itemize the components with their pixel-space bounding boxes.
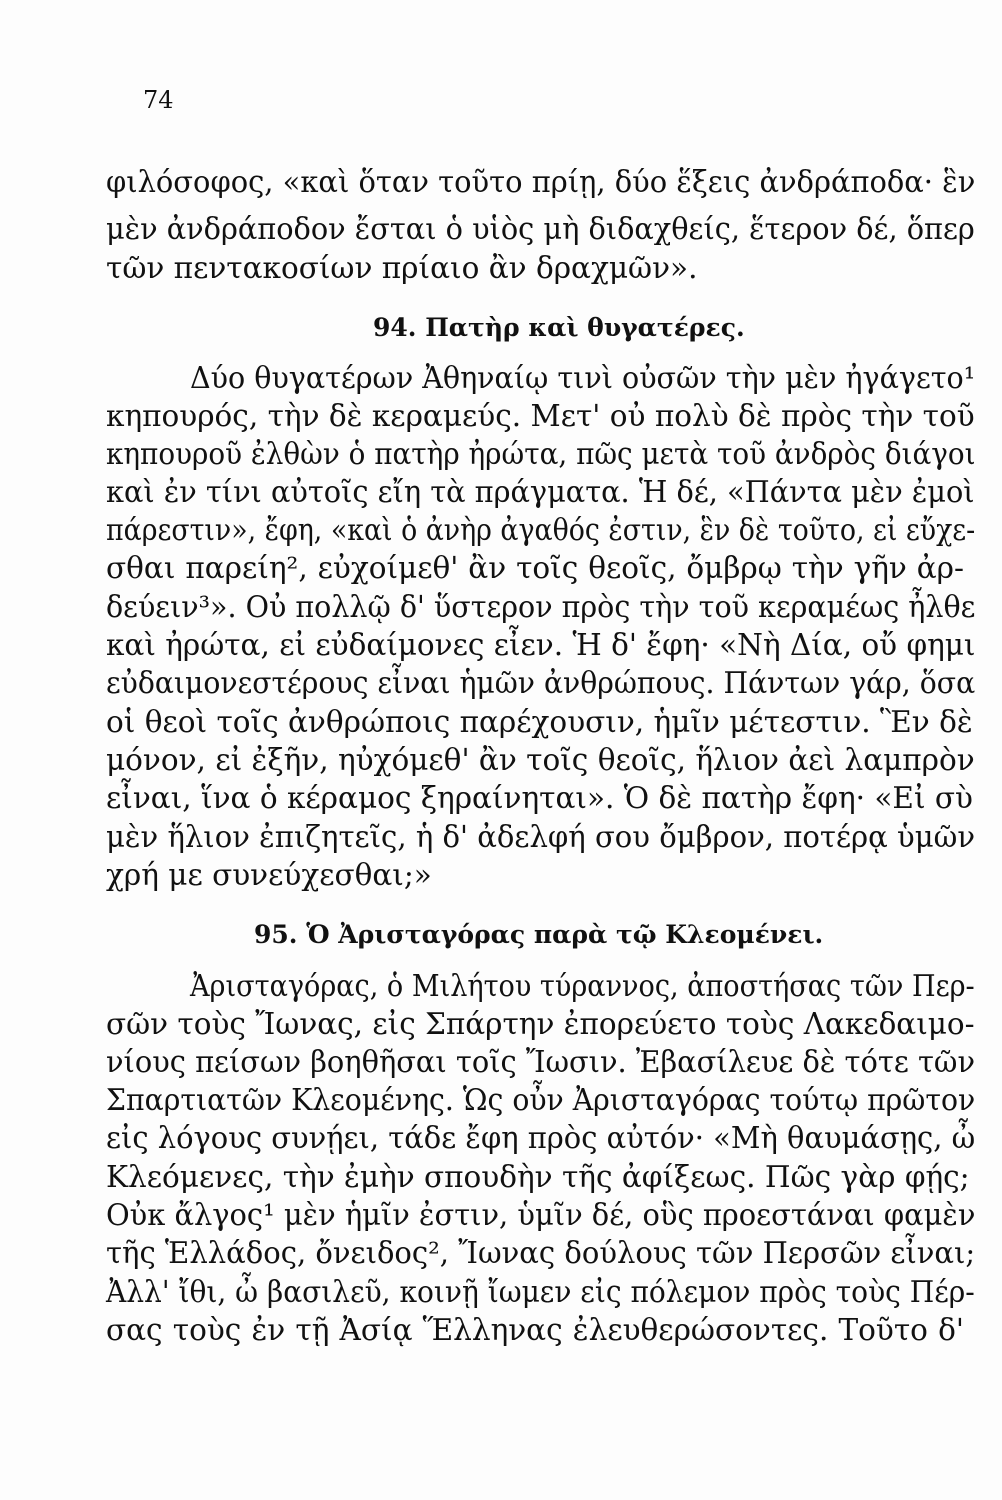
text-line: σῶν τοὺς Ἴωνας, εἰς Σπάρτην ἐπορεύετο τοὺς Λακεδαιμο- [106, 1007, 975, 1041]
text-line: καὶ ἐν τίνι αὐτοῖς εἴη τὰ πράγματα. Ἡ δέ, «Πάντα μὲν ἐμοὶ [106, 475, 975, 509]
text-line: τῆς Ἑλλάδος, ὄνειδος², Ἴωνας δούλους τῶν Περσῶν εἶναι; [106, 1236, 976, 1270]
text-line: κηπουροῦ ἐλθὼν ὁ πατὴρ ἠρώτα, πῶς μετὰ τοῦ ἀνδρὸς διάγοι [106, 437, 976, 471]
text-line: τῶν πεντακοσίων πρίαιο ἂν δραχμῶν». [106, 251, 698, 285]
text-line: φιλόσοφος, «καὶ ὅταν τοῦτο πρίῃ, δύο ἕξεις ἀνδράποδα· ἓν [106, 165, 976, 199]
text-line: Ἀλλ' ἴθι, ὦ βασιλεῦ, κοινῇ ἴωμεν εἰς πόλεμον πρὸς τοὺς Πέρ- [106, 1275, 975, 1309]
text-line: καὶ ἠρώτα, εἰ εὐδαίμονες εἶεν. Ἡ δ' ἔφη· «Νὴ Δία, οὔ φημι [106, 628, 976, 662]
text-line: Ἀρισταγόρας, ὁ Μιλήτου τύραννος, ἀποστήσας τῶν Περ- [190, 969, 975, 1003]
text-line: μὲν ἀνδράποδον ἔσται ὁ υἱὸς μὴ διδαχθείς, ἕτερον δέ, ὅπερ [106, 212, 975, 246]
text-line: Κλεόμενες, τὴν ἐμὴν σπουδὴν τῆς ἀφίξεως. Πῶς γὰρ φῄς; [106, 1160, 970, 1194]
text-line: σθαι παρείη², εὐχοίμεθ' ἂν τοῖς θεοῖς, ὄμβρῳ τὴν γῆν ἀρ- [106, 551, 964, 585]
text-line: οἱ θεοὶ τοῖς ἀνθρώποις παρέχουσιν, ἡμῖν μέτεστιν. Ἓν δὲ [106, 705, 973, 739]
text-line: νίους πείσων βοηθῆσαι τοῖς Ἴωσιν. Ἐβασίλευε δὲ τότε τῶν [106, 1045, 975, 1079]
text-line: εὐδαιμονεστέρους εἶναι ἡμῶν ἀνθρώπους. Πάντων γάρ, ὅσα [106, 666, 976, 700]
text-line: χρή με συνεύχεσθαι;» [106, 858, 432, 892]
text-line: πάρεστιν», ἔφη, «καὶ ὁ ἀνὴρ ἀγαθός ἐστιν, ἓν δὲ τοῦτο, εἰ εὔχε- [106, 513, 976, 547]
text-line: σας τοὺς ἐν τῇ Ἀσίᾳ Ἕλληνας ἐλευθερώσοντες. Τοῦτο δ' [106, 1313, 964, 1347]
text-line: κηπουρός, τὴν δὲ κεραμεύς. Μετ' οὐ πολὺ δὲ πρὸς τὴν τοῦ [106, 399, 975, 433]
text-line: Οὐκ ἄλγος¹ μὲν ἡμῖν ἐστιν, ὑμῖν δέ, οὓς προεστάναι φαμὲν [106, 1198, 976, 1232]
text-line: εἶναι, ἵνα ὁ κέραμος ξηραίνηται». Ὁ δὲ πατὴρ ἔφη· «Εἰ σὺ [106, 781, 973, 815]
text-line: δεύειν³». Οὐ πολλῷ δ' ὕστερον πρὸς τὴν τοῦ κεραμέως ἦλθε [106, 590, 976, 624]
text-line: Σπαρτιατῶν Κλεομένης. Ὡς οὖν Ἀρισταγόρας τούτῳ πρῶτον [106, 1083, 976, 1117]
page-number: 74 [143, 86, 174, 114]
text-line: μόνον, εἰ ἐξῆν, ηὐχόμεθ' ἂν τοῖς θεοῖς, ἥλιον ἀεὶ λαμπρὸν [106, 743, 975, 777]
text-line: μὲν ἥλιον ἐπιζητεῖς, ἡ δ' ἀδελφή σου ὄμβρον, ποτέρᾳ ὑμῶν [106, 820, 976, 854]
section-heading-94: 94. Πατὴρ καὶ θυγατέρες. [373, 313, 745, 342]
section-heading-95: 95. Ὁ Ἀρισταγόρας παρὰ τῷ Κλεομένει. [254, 920, 824, 949]
text-line: Δύο θυγατέρων Ἀθηναίῳ τινὶ οὐσῶν τὴν μὲν ἠγάγετο¹ [190, 361, 976, 395]
text-line: εἰς λόγους συνῄει, τάδε ἔφη πρὸς αὐτόν· «Μὴ θαυμάσῃς, ὦ [106, 1121, 976, 1155]
